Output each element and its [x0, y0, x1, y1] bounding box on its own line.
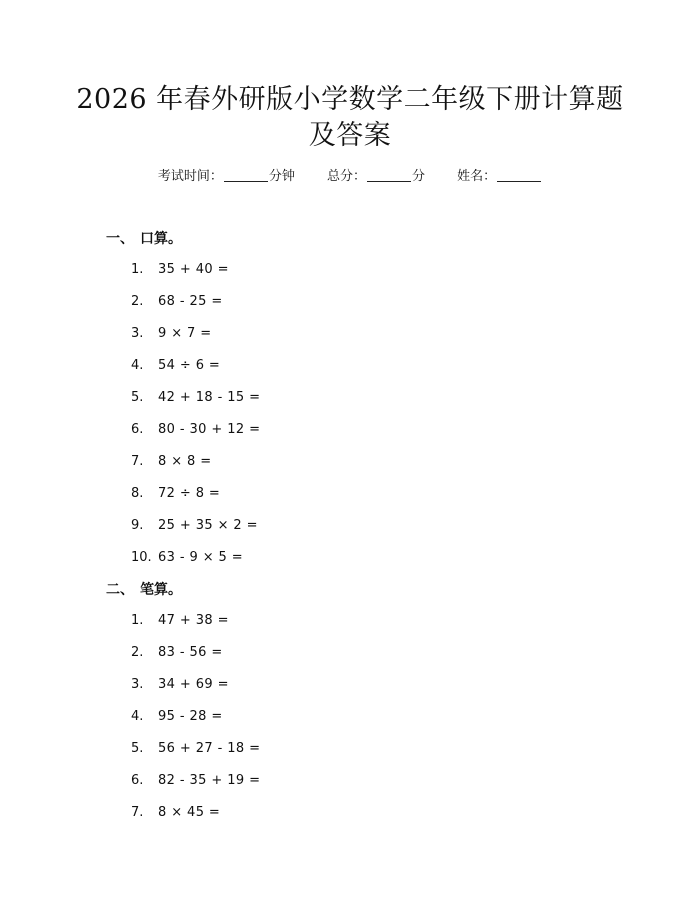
problem-number: 7. — [131, 805, 144, 820]
problem-item — [131, 292, 223, 312]
problem-expression: 9 × 7 = — [158, 326, 212, 341]
exam-info-row — [0, 167, 700, 187]
problem-number: 7. — [131, 454, 144, 469]
problem-expression: 82 - 35 + 19 = — [158, 773, 261, 788]
problem-item — [131, 771, 260, 791]
problem-number: 3. — [131, 677, 144, 692]
problem-item — [131, 260, 229, 280]
problem-item — [131, 324, 212, 344]
problem-item — [131, 356, 220, 376]
section-heading-written — [106, 580, 182, 600]
total-score-label: 总分： — [326, 169, 366, 184]
exam-time-field — [158, 167, 295, 187]
problem-item — [131, 420, 260, 440]
page-title: 2026 年春外研版小学数学二年级下册计算题 — [76, 84, 624, 115]
problem-expression: 83 - 56 = — [158, 645, 223, 660]
total-score-unit: 分 — [412, 169, 426, 184]
exam-time-label: 考试时间： — [157, 169, 223, 184]
student-name-label: 姓名： — [457, 169, 497, 184]
problem-expression: 8 × 8 = — [158, 454, 212, 469]
problem-number: 8. — [131, 486, 144, 501]
problem-expression: 8 × 45 = — [158, 805, 221, 820]
problem-expression: 35 + 40 = — [158, 262, 229, 277]
problem-expression: 72 ÷ 8 = — [158, 486, 221, 501]
problem-expression: 47 + 38 = — [158, 613, 229, 628]
problem-number: 1. — [131, 262, 144, 277]
problem-item — [131, 548, 243, 568]
problem-number: 9. — [131, 518, 144, 533]
problem-item — [131, 675, 229, 695]
problem-number: 4. — [131, 358, 144, 373]
exam-time-unit: 分钟 — [268, 169, 295, 184]
problem-expression: 34 + 69 = — [158, 677, 229, 692]
problem-number: 6. — [131, 773, 144, 788]
problem-number: 5. — [131, 390, 144, 405]
student-name-blank — [497, 167, 541, 182]
problem-number: 3. — [131, 326, 144, 341]
problem-item — [131, 484, 220, 504]
problem-expression: 56 + 27 - 18 = — [158, 741, 261, 756]
section-heading-oral — [106, 229, 182, 249]
problem-item — [131, 739, 260, 759]
problem-item — [131, 707, 223, 727]
problem-item — [131, 388, 260, 408]
problem-item — [131, 452, 212, 472]
problem-expression: 80 - 30 + 12 = — [158, 422, 261, 437]
problem-number: 4. — [131, 709, 144, 724]
section-number: 二、 — [106, 582, 134, 598]
student-name-field — [457, 167, 542, 187]
problem-expression: 25 + 35 × 2 = — [158, 518, 258, 533]
page-title-continued: 及答案 — [308, 120, 392, 151]
problem-expression: 54 ÷ 6 = — [158, 358, 221, 373]
section-number: 一、 — [106, 231, 134, 247]
problem-item — [131, 611, 229, 631]
problem-number: 1. — [131, 613, 144, 628]
problem-item — [131, 643, 223, 663]
total-score-field — [327, 167, 425, 187]
problem-item — [131, 803, 220, 823]
problem-number: 2. — [131, 645, 144, 660]
exam-time-blank — [224, 167, 268, 182]
problem-expression: 42 + 18 - 15 = — [158, 390, 261, 405]
problem-expression: 68 - 25 = — [158, 294, 223, 309]
problem-number: 10. — [131, 550, 152, 565]
problem-expression: 63 - 9 × 5 = — [158, 550, 244, 565]
problem-expression: 95 - 28 = — [158, 709, 223, 724]
problem-number: 2. — [131, 294, 144, 309]
problem-item — [131, 516, 258, 536]
section-title: 笔算。 — [140, 582, 182, 598]
problem-number: 6. — [131, 422, 144, 437]
section-title: 口算。 — [140, 231, 182, 247]
total-score-blank — [367, 167, 411, 182]
problem-number: 5. — [131, 741, 144, 756]
